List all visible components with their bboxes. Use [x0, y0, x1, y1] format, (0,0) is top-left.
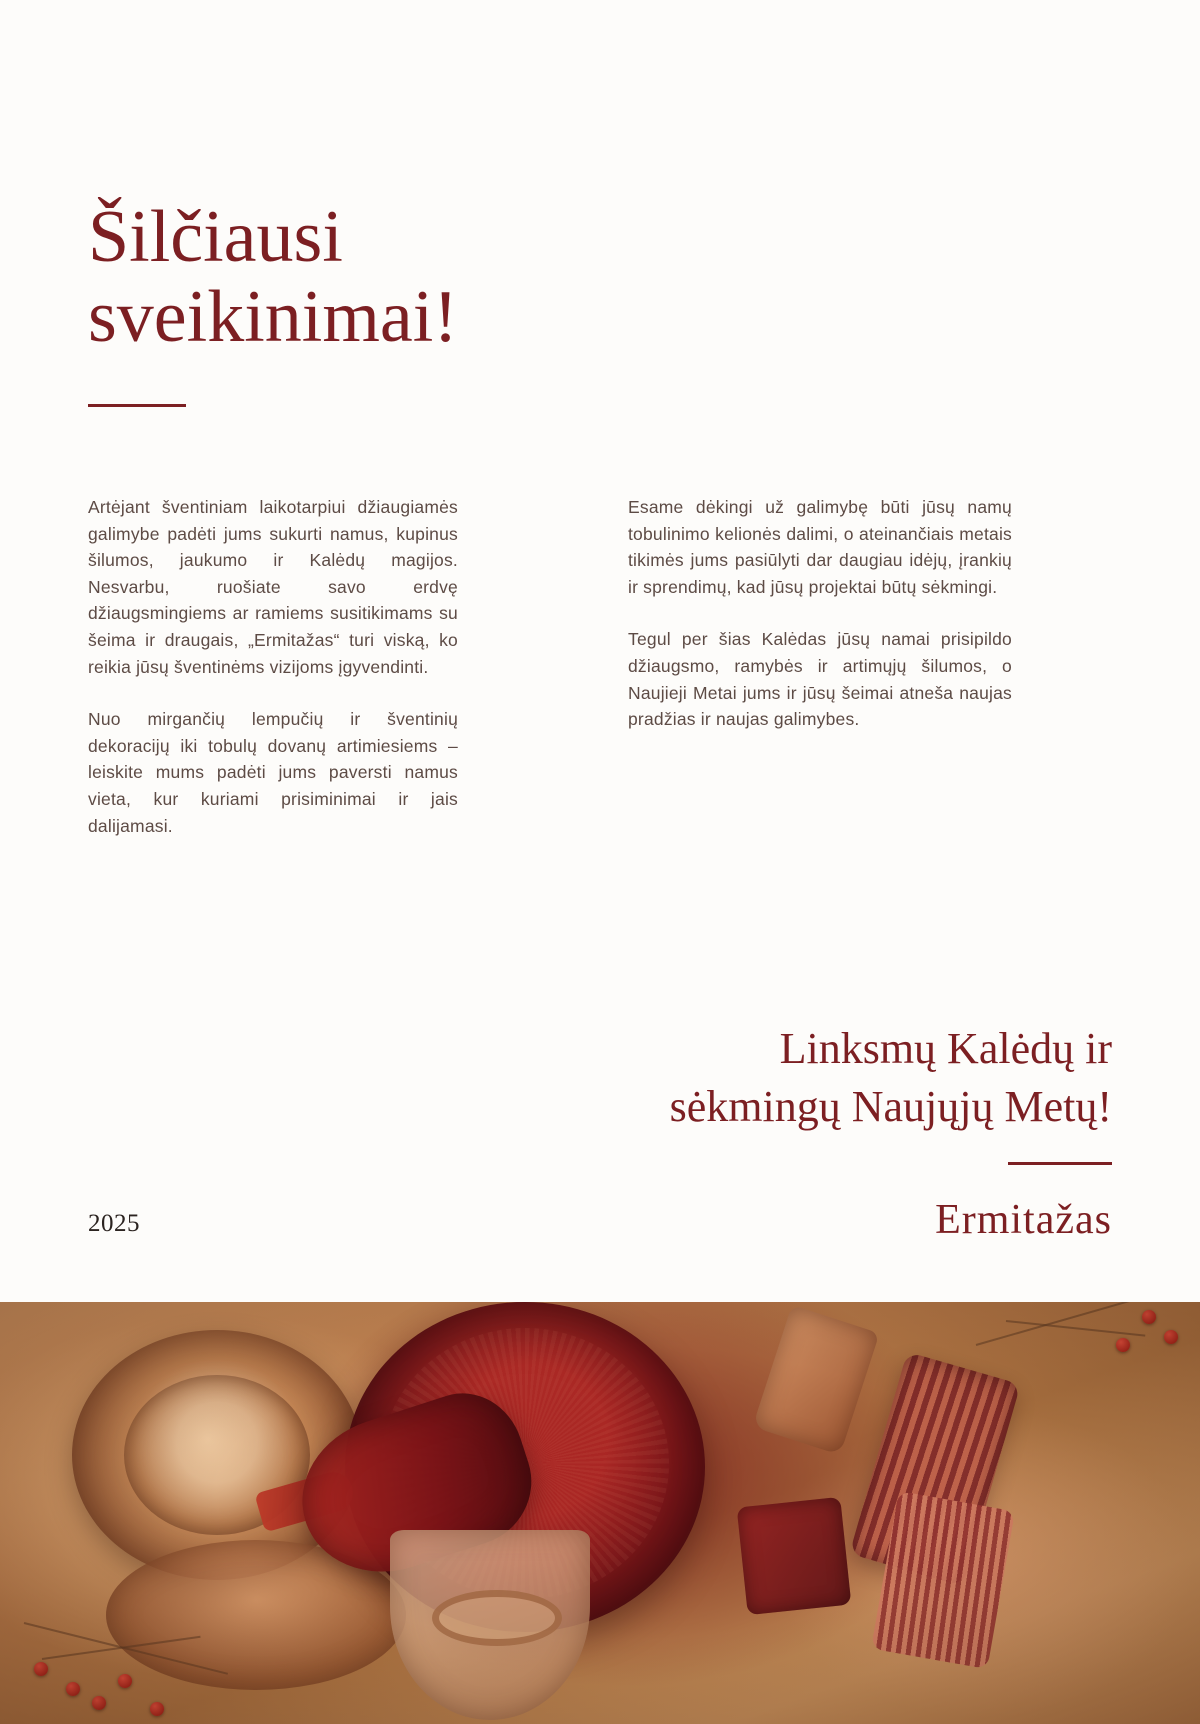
- greeting-line-1: Linksmų Kalėdų ir: [779, 1024, 1112, 1073]
- berry-twig-left: [18, 1570, 298, 1720]
- greeting-divider: [1008, 1162, 1112, 1165]
- headline-divider: [88, 404, 186, 407]
- left-paragraph-2: Nuo mirgančių lempučių ir šventinių dekoracijų iki tobulų dovanų artimiesiems – leiskite mums padėti jums paversti namus vieta, kur kuriami prisiminimai ir jais dalijamasi.: [88, 709, 458, 836]
- greeting-block: [472, 1020, 1112, 1136]
- headline-line-1: Šilčiausi: [88, 196, 343, 278]
- body-column-right: [628, 494, 1012, 759]
- headline-line-2: sveikinimai!: [88, 275, 458, 358]
- greeting-line-2: sėkmingų Naujųjų Metų!: [669, 1082, 1112, 1132]
- headline: [88, 198, 608, 358]
- year-label: 2025: [88, 1210, 140, 1237]
- brand-name: Ermitažas: [935, 1197, 1112, 1243]
- goblet-rim: [432, 1590, 562, 1646]
- berry-twig-right: [966, 1304, 1196, 1474]
- right-paragraph-2: Tegul per šias Kalėdas jūsų namai prisipildo džiaugsmo, ramybės ir artimųjų šilumos, o Naujieji Metai jums ir jūsų šeimai atneša naujas pradžias ir naujas galimybes.: [628, 629, 1012, 730]
- right-paragraph-1: Esame dėkingi už galimybę būti jūsų namų tobulinimo kelionės dalimi, o ateinančiais metais tikimės jums pasiūlyti dar daugiau idėjų, įrankių ir sprendimų, kad jūsų projektai būtų sėkmingi.: [628, 497, 1012, 597]
- body-column-left: [88, 494, 458, 865]
- page-title: [88, 198, 608, 358]
- festive-glassware-photo: [0, 1302, 1200, 1724]
- left-paragraph-1: Artėjant šventiniam laikotarpiui džiaugiamės galimybe padėti jums sukurti namus, kupinus šilumos, jaukumo ir Kalėdų magijos. Nesvarbu, ruošiate savo erdvę džiaugsmingiems ar ramiems susitikimams su šeima ir draugais, „Ermitažas“ turi viską, ko reikia jūsų šventinėms vizijoms įgyvendinti.: [88, 497, 458, 677]
- short-red-glass: [737, 1497, 852, 1615]
